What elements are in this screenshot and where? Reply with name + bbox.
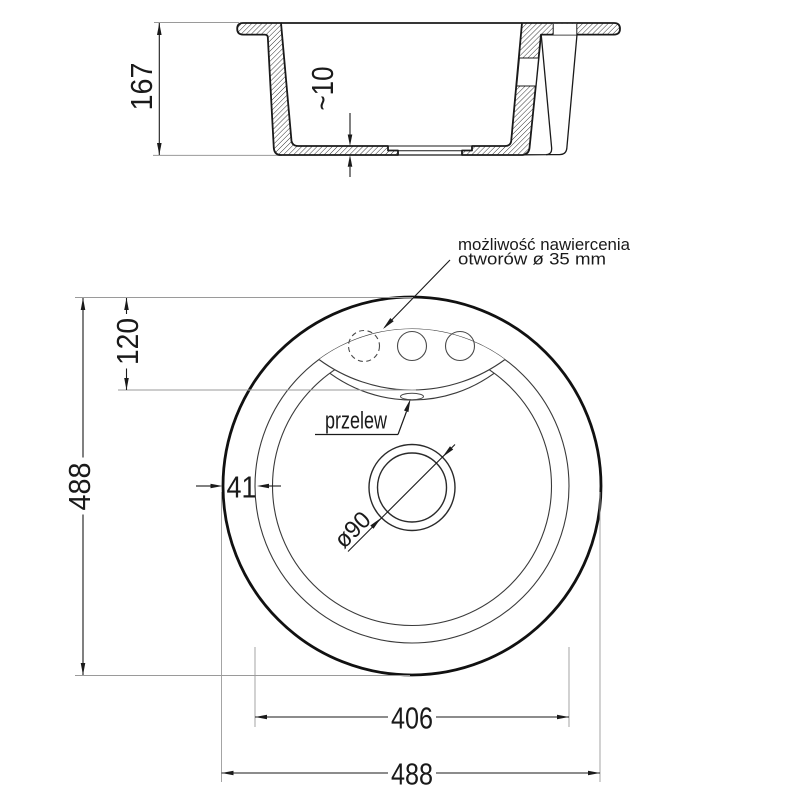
arrowhead-down-icon [157,143,162,155]
overflow-callout [315,399,411,435]
dim-488-horizontal [222,757,601,792]
arrowhead-up-icon [348,155,353,167]
wall-overflow-hole [517,58,539,86]
dim-488-horizontal-label: 488 [391,756,433,792]
arrowhead-right-icon [557,715,569,720]
dim-10-label: ~10 [305,57,340,111]
dim-drain-label: ø90 [329,505,378,554]
arrowhead-left-icon [222,771,234,776]
overflow-label: przelew [325,407,388,435]
dim-406-label: 406 [391,700,433,736]
arrowhead-left-icon [257,484,269,489]
arrowhead-icon [442,446,453,457]
section-cut-right [462,23,620,155]
drill-note-line1: możliwość nawiercenia [458,236,631,254]
overflow-slot [401,393,424,399]
drill-note-callout [383,236,631,329]
arrowhead-icon [404,399,411,412]
dim-drain [329,445,455,554]
arrowhead-up-icon [157,23,162,35]
dim-488-vertical [62,298,97,675]
dim-488-vertical-label: 488 [62,458,97,511]
arrowhead-down-icon [124,378,129,390]
faucet-hole-optional-dashed [349,331,380,362]
arrowhead-down-icon [81,663,86,675]
faucet-hole-right [446,332,475,361]
flange-overflow-gap [553,24,577,35]
arrowhead-down-icon [348,135,353,147]
section-view [124,23,620,178]
dim-bottom-thickness [305,57,352,178]
dim-406 [255,701,569,736]
drain-recess-edges [388,146,472,155]
drill-note-line2: otworów ø 35 mm [458,250,606,269]
arrowhead-up-icon [81,298,86,310]
arrowhead-right-icon [588,771,600,776]
arrowhead-up-icon [124,298,129,310]
plan-view [62,236,631,792]
dim-41-label: 41 [226,469,257,505]
deck-rim-arc [319,360,505,391]
dim-167 [124,23,162,155]
arrowhead-right-icon [211,484,223,489]
dim-167-label: 167 [124,58,159,111]
dim-41 [196,470,281,505]
bowl-inner-circle [273,347,552,626]
dim-120-label: 120 [110,313,145,365]
deck-inner-arc [330,373,494,400]
bowl-rim-circle [255,329,569,643]
dim-120 [110,298,145,390]
arrowhead-left-icon [255,715,267,720]
